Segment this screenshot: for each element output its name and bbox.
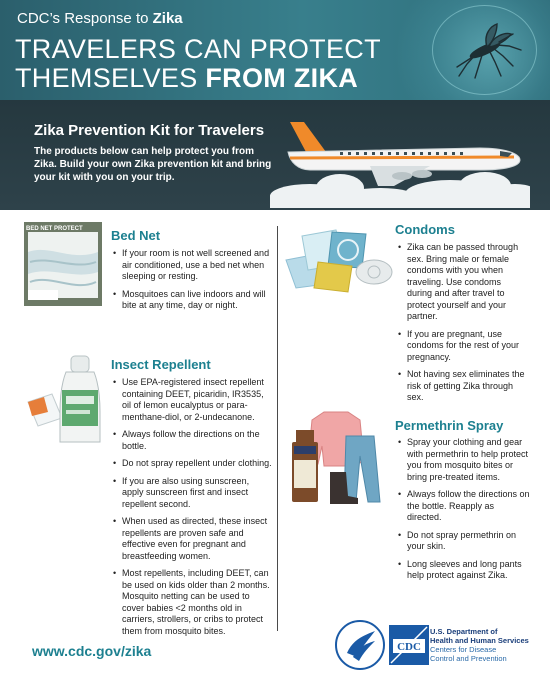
hhs-eagle-logo bbox=[336, 621, 384, 669]
hhs-line1: U.S. Department of bbox=[430, 627, 498, 636]
permethrin-title: Permethrin Spray bbox=[395, 418, 504, 433]
list-item: • Always follow the directions on the bottle. Reapply as directed. bbox=[398, 489, 530, 524]
list-item: • If your room is not well screened and air conditioned, use a bed net when sleeping or resting. bbox=[113, 248, 271, 283]
list-item: • Zika can be passed through sex. Bring male or female condoms with you when traveling. Use condoms during and after travel to protect yourself and your partner. bbox=[398, 242, 526, 323]
list-item: • Spray your clothing and gear with permethrin to help protect you from mosquito bites or bring pre-treated items. bbox=[398, 437, 530, 483]
hhs-line2: Health and Human Services bbox=[430, 636, 529, 645]
condoms-bullets bbox=[398, 242, 526, 410]
insect-repellent-title: Insect Repellent bbox=[111, 357, 211, 372]
bed-net-icon bbox=[20, 222, 110, 308]
page-header bbox=[0, 0, 550, 100]
list-item: • If you are pregnant, use condoms for the rest of your pregnancy. bbox=[398, 329, 526, 364]
insect-repellent-bullets bbox=[113, 377, 273, 643]
list-item: • Use EPA-registered insect repellent containing DEET, picaridin, IR3535, oil of lemon eucalyptus or para-menthane-diol, or 2-undecanone. bbox=[113, 377, 273, 423]
list-item: • Mosquitoes can live indoors and will bite at any time, day or night. bbox=[113, 289, 271, 312]
bed-net-bullets bbox=[113, 248, 271, 318]
bed-net-package-label: BED NET PROTECT bbox=[26, 226, 83, 232]
cdc-zika-link[interactable]: www.cdc.gov/zika bbox=[32, 643, 152, 659]
list-item: • Most repellents, including DEET, can be used on kids older than 2 months. Mosquito netting can be used to cover babies <2 months old in carriers, strollers, or cribs to protect them from mosquito bites. bbox=[113, 568, 273, 637]
kit-banner bbox=[0, 100, 550, 210]
response-prefix: CDC’s Response to bbox=[17, 10, 153, 27]
list-item: • When used as directed, these insect repellents are proven safe and effective even for pregnant and breastfeeding women. bbox=[113, 516, 273, 562]
page-title-line1: TRAVELERS CAN PROTECT bbox=[15, 34, 381, 64]
list-item: • Always follow the directions on the bottle. bbox=[113, 429, 273, 452]
kit-description: The products below can help protect you from Zika. Build your own Zika prevention kit and bring your kit with you on your trip. bbox=[34, 146, 272, 183]
repellent-bottle-icon bbox=[26, 352, 106, 446]
column-divider bbox=[277, 226, 278, 631]
kit-title: Zika Prevention Kit for Travelers bbox=[34, 122, 265, 139]
response-zika: Zika bbox=[152, 10, 183, 27]
list-item: • Long sleeves and long pants help protect against Zika. bbox=[398, 559, 530, 582]
title-prefix: THEMSELVES bbox=[15, 63, 206, 93]
list-item: • If you are also using sunscreen, apply sunscreen first and insect repellent second. bbox=[113, 476, 273, 511]
hhs-text-block bbox=[430, 627, 529, 663]
mosquito-icon bbox=[445, 20, 525, 80]
permethrin-bullets bbox=[398, 437, 530, 588]
permethrin-clothing-icon bbox=[288, 406, 388, 506]
hhs-line3: Centers for Disease bbox=[430, 645, 497, 654]
list-item: • Do not spray permethrin on your skin. bbox=[398, 530, 530, 553]
page-title-line2 bbox=[15, 63, 358, 94]
condoms-title: Condoms bbox=[395, 222, 455, 237]
bed-net-title: Bed Net bbox=[111, 228, 161, 243]
title-bold: FROM ZIKA bbox=[205, 63, 359, 93]
response-label bbox=[17, 10, 183, 27]
list-item: • Do not spray repellent under clothing. bbox=[113, 458, 273, 470]
hhs-line4: Control and Prevention bbox=[430, 654, 507, 663]
cdc-logo-text: CDC bbox=[397, 641, 421, 653]
airplane-icon bbox=[270, 108, 530, 208]
cdc-logo bbox=[389, 625, 429, 665]
list-item: • Not having sex eliminates the risk of getting Zika through sex. bbox=[398, 369, 526, 404]
condoms-icon bbox=[282, 222, 394, 298]
